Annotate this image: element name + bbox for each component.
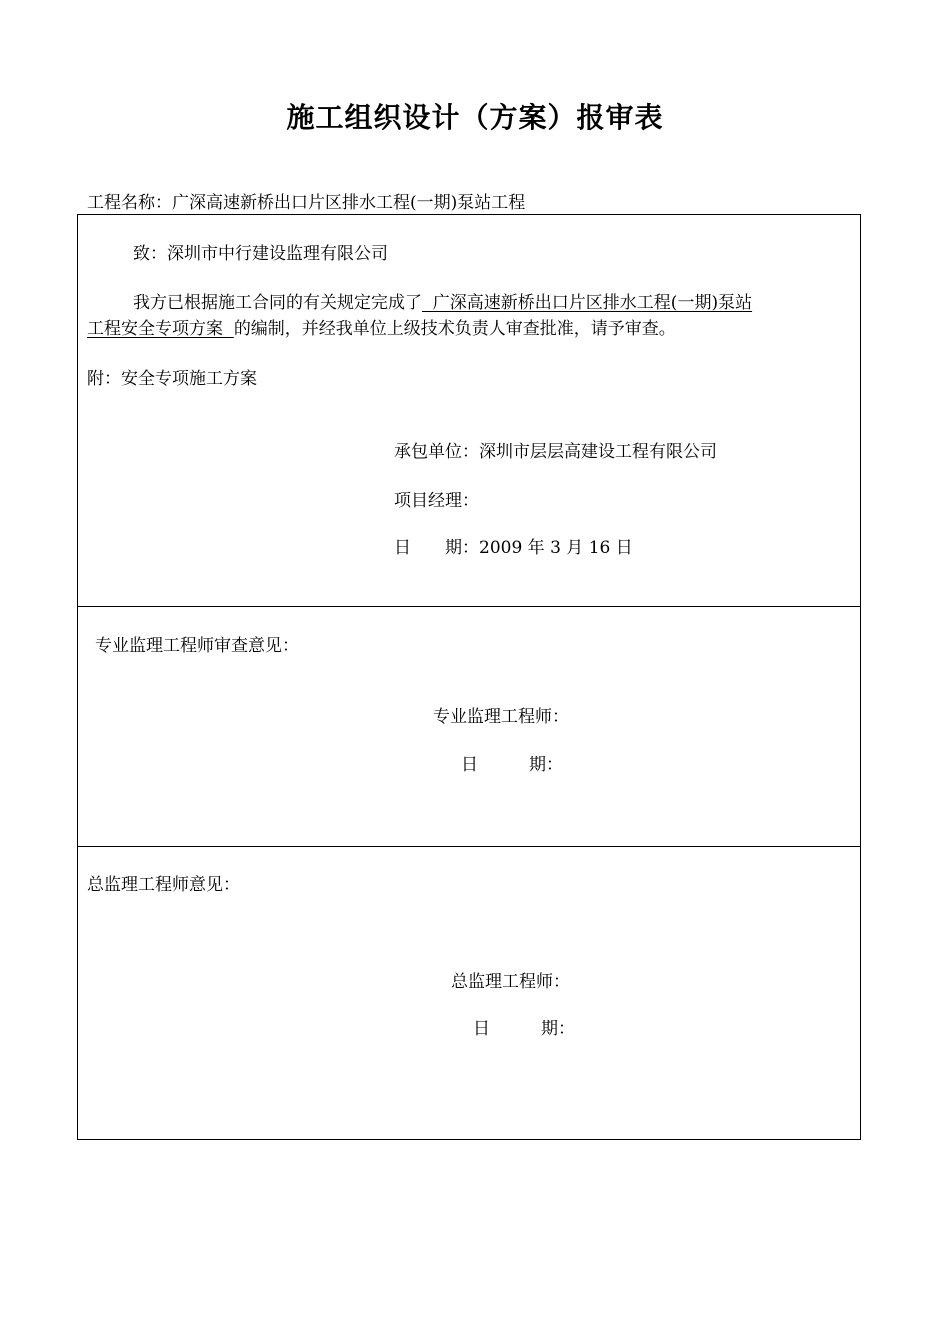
submission-date-label: 日 期： bbox=[394, 538, 479, 558]
section-divider-1 bbox=[77, 606, 861, 607]
project-name-line bbox=[87, 192, 525, 214]
chief-engineer-label: 总监理工程师： bbox=[451, 972, 570, 992]
submission-date-value: 2009 年 3 月 16 日 bbox=[479, 538, 633, 558]
chief-opinion-label: 总监理工程师意见： bbox=[87, 875, 240, 895]
contractor-line: 承包单位：深圳市层层高建设工程有限公司 bbox=[394, 442, 717, 462]
project-name-value: 广深高速新桥出口片区排水工程(一期)泵站工程 bbox=[172, 193, 526, 213]
attachment-line: 附：安全专项施工方案 bbox=[87, 369, 257, 389]
body-suffix: 的编制，并经我单位上级技术负责人审查批准，请予审查。 bbox=[233, 319, 676, 339]
section-divider-2 bbox=[77, 846, 861, 847]
form-table bbox=[77, 214, 861, 1140]
project-manager-line: 项目经理： bbox=[394, 491, 479, 511]
body-prefix: 我方已根据施工合同的有关规定完成了 bbox=[133, 293, 422, 313]
body-underlined-part-1: 广深高速新桥出口片区排水工程(一期)泵站 bbox=[422, 293, 753, 313]
recipient-line: 致：深圳市中行建设监理有限公司 bbox=[133, 244, 388, 264]
specialist-engineer-label: 专业监理工程师： bbox=[433, 707, 569, 727]
specialist-date-label: 日 期： bbox=[461, 755, 563, 775]
document-title: 施工组织设计（方案）报审表 bbox=[286, 101, 664, 134]
project-name-label: 工程名称： bbox=[87, 193, 172, 213]
body-line-2 bbox=[87, 318, 676, 340]
chief-date-label: 日 期： bbox=[473, 1019, 575, 1039]
submission-date-line bbox=[394, 537, 633, 559]
specialist-opinion-label: 专业监理工程师审查意见： bbox=[95, 636, 299, 656]
body-line-1 bbox=[133, 292, 752, 314]
body-underlined-part-2: 工程安全专项方案 bbox=[87, 319, 234, 339]
